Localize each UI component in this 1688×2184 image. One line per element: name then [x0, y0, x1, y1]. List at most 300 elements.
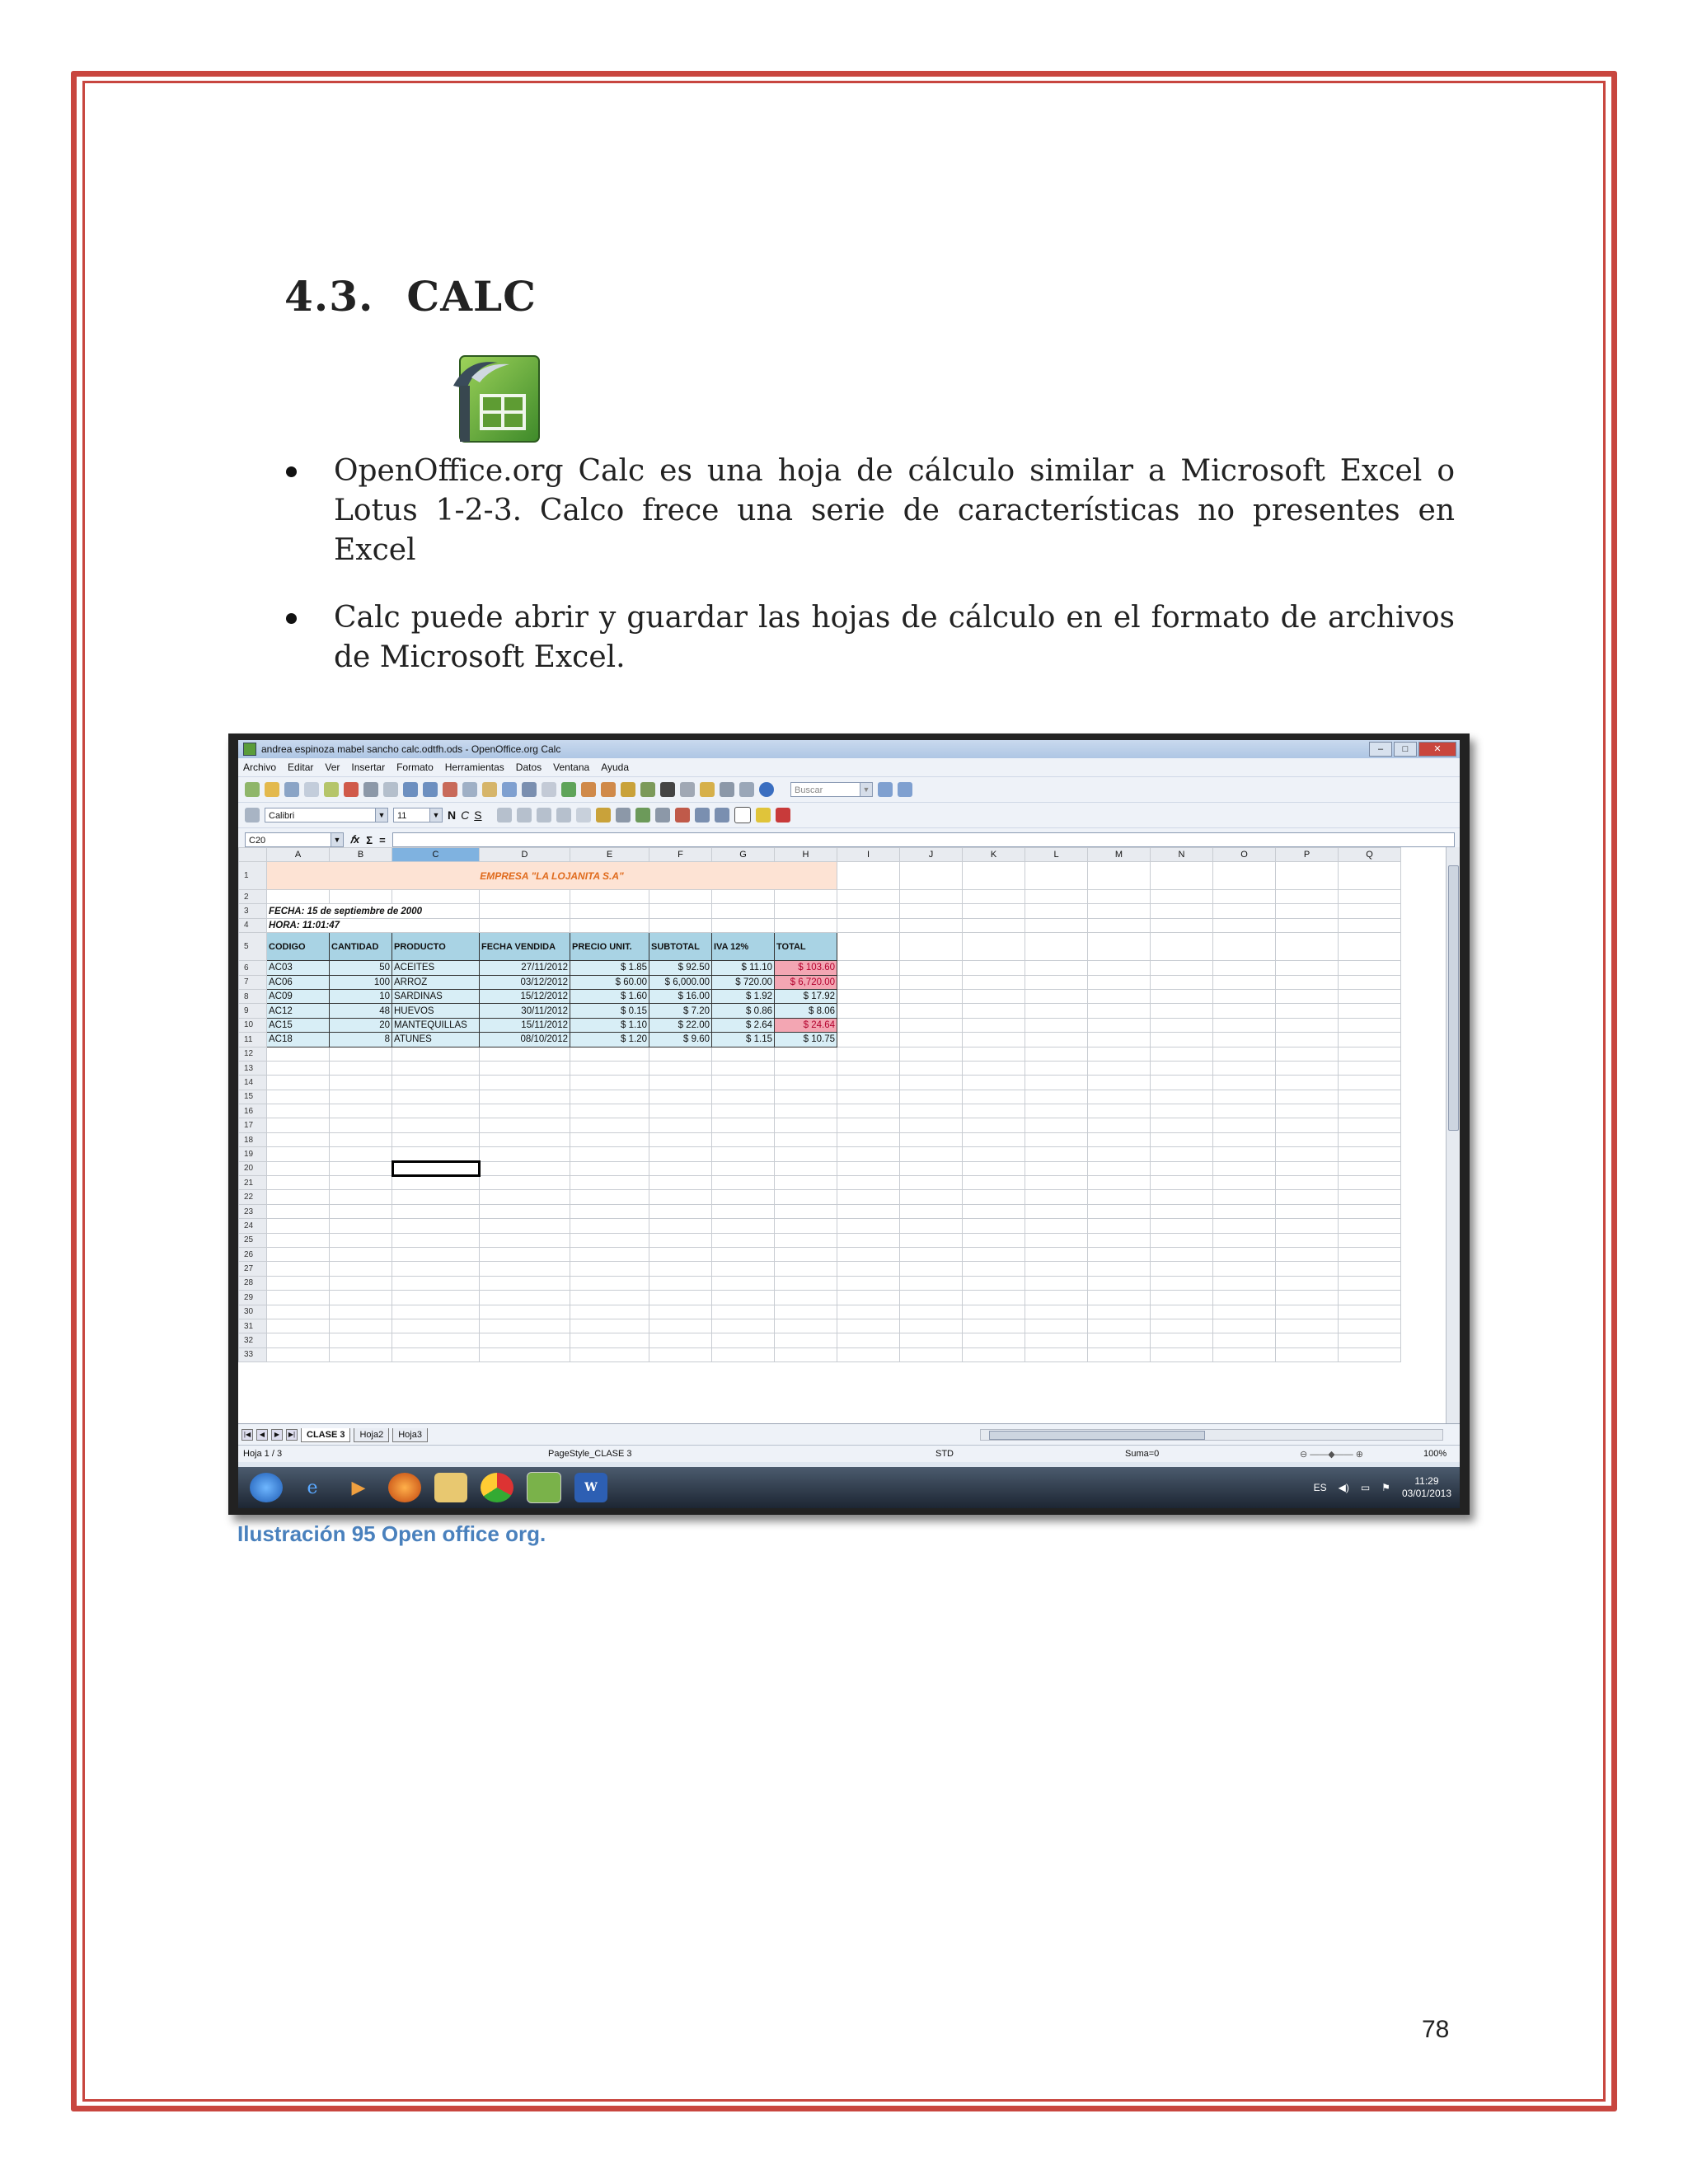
- cell[interactable]: [900, 1347, 963, 1361]
- cell[interactable]: [963, 1118, 1025, 1132]
- cell[interactable]: [330, 1219, 392, 1233]
- data-cell[interactable]: ACEITES: [392, 961, 480, 975]
- cell[interactable]: [1151, 1190, 1213, 1204]
- row-header[interactable]: 9: [239, 1004, 267, 1018]
- open-icon[interactable]: [265, 782, 279, 797]
- cell[interactable]: [267, 1219, 330, 1233]
- cell[interactable]: [1339, 1333, 1401, 1347]
- underline-button[interactable]: S: [474, 808, 482, 822]
- data-cell[interactable]: $ 6,720.00: [775, 975, 837, 989]
- cell[interactable]: [1339, 989, 1401, 1003]
- cell[interactable]: [1213, 1090, 1276, 1104]
- cell[interactable]: [837, 890, 900, 904]
- cell[interactable]: [392, 1305, 480, 1319]
- cell[interactable]: [1151, 1090, 1213, 1104]
- column-header[interactable]: G: [712, 848, 775, 862]
- data-cell[interactable]: HUEVOS: [392, 1004, 480, 1018]
- cell[interactable]: [1213, 1291, 1276, 1305]
- row-header[interactable]: 14: [239, 1076, 267, 1090]
- cell[interactable]: [330, 1047, 392, 1061]
- cell[interactable]: [900, 1104, 963, 1118]
- cell[interactable]: [963, 1204, 1025, 1218]
- cell[interactable]: [775, 1104, 837, 1118]
- cell[interactable]: [900, 1305, 963, 1319]
- number-format-icon[interactable]: [635, 808, 650, 823]
- row-header[interactable]: 31: [239, 1319, 267, 1333]
- cell[interactable]: [1151, 1305, 1213, 1319]
- cell[interactable]: [1276, 1319, 1339, 1333]
- cell[interactable]: [1213, 1161, 1276, 1175]
- cell[interactable]: [1088, 1219, 1151, 1233]
- cell[interactable]: [900, 1047, 963, 1061]
- function-wizard-icon[interactable]: 𝑓x: [350, 833, 360, 846]
- cell[interactable]: [1339, 1305, 1401, 1319]
- data-cell[interactable]: AC09: [267, 989, 330, 1003]
- cell[interactable]: [1339, 933, 1401, 961]
- cell[interactable]: [1213, 904, 1276, 918]
- data-cell[interactable]: ATUNES: [392, 1033, 480, 1047]
- data-cell[interactable]: AC18: [267, 1033, 330, 1047]
- cell[interactable]: [570, 1118, 649, 1132]
- cell[interactable]: [1025, 1233, 1088, 1247]
- cell[interactable]: [1339, 1190, 1401, 1204]
- cell[interactable]: [712, 1076, 775, 1090]
- cell[interactable]: [1088, 1247, 1151, 1261]
- cell[interactable]: [1088, 1061, 1151, 1075]
- chevron-down-icon[interactable]: ▼: [375, 808, 387, 822]
- sort-ascending-icon[interactable]: [581, 782, 596, 797]
- cell[interactable]: [1339, 1161, 1401, 1175]
- cell[interactable]: [1276, 1161, 1339, 1175]
- row-header[interactable]: 30: [239, 1305, 267, 1319]
- cell[interactable]: [1088, 1319, 1151, 1333]
- cell[interactable]: [392, 1247, 480, 1261]
- data-cell[interactable]: AC15: [267, 1018, 330, 1032]
- cell[interactable]: [570, 1347, 649, 1361]
- cell[interactable]: [1339, 961, 1401, 975]
- data-cell[interactable]: $ 11.10: [712, 961, 775, 975]
- cell[interactable]: [1025, 890, 1088, 904]
- chevron-down-icon[interactable]: ▼: [429, 808, 442, 822]
- cell[interactable]: [1151, 1018, 1213, 1032]
- merge-cells-icon[interactable]: [576, 808, 591, 823]
- cell[interactable]: [1088, 1176, 1151, 1190]
- cell[interactable]: [392, 1118, 480, 1132]
- cell[interactable]: [900, 890, 963, 904]
- cell[interactable]: [570, 1276, 649, 1290]
- row-header[interactable]: 12: [239, 1047, 267, 1061]
- cell[interactable]: [1151, 1004, 1213, 1018]
- cell[interactable]: [1213, 961, 1276, 975]
- cell[interactable]: [392, 1262, 480, 1276]
- find-previous-icon[interactable]: [898, 782, 912, 797]
- cell[interactable]: [267, 1347, 330, 1361]
- cell[interactable]: [1276, 1132, 1339, 1146]
- cell[interactable]: [1151, 1247, 1213, 1261]
- cell[interactable]: [1088, 1347, 1151, 1361]
- cell[interactable]: [570, 1291, 649, 1305]
- cell[interactable]: [1025, 1176, 1088, 1190]
- chevron-down-icon[interactable]: ▼: [331, 833, 343, 846]
- cell[interactable]: [649, 1219, 712, 1233]
- last-sheet-icon[interactable]: ▶|: [286, 1429, 298, 1441]
- data-cell[interactable]: $ 22.00: [649, 1018, 712, 1032]
- cell[interactable]: [1213, 1219, 1276, 1233]
- cell[interactable]: [775, 1347, 837, 1361]
- cell[interactable]: [330, 1090, 392, 1104]
- paste-icon[interactable]: [482, 782, 497, 797]
- data-cell[interactable]: 03/12/2012: [480, 975, 570, 989]
- cell[interactable]: [1339, 918, 1401, 932]
- media-player-icon[interactable]: ▶: [351, 1477, 366, 1498]
- cell[interactable]: [837, 1018, 900, 1032]
- cell[interactable]: [837, 1004, 900, 1018]
- background-color-icon[interactable]: [756, 808, 771, 823]
- cell[interactable]: [1276, 1090, 1339, 1104]
- cell[interactable]: [1088, 1047, 1151, 1061]
- cell[interactable]: [1025, 1247, 1088, 1261]
- cell[interactable]: [1151, 918, 1213, 932]
- column-header[interactable]: H: [775, 848, 837, 862]
- cell[interactable]: [1276, 1219, 1339, 1233]
- cell[interactable]: [392, 890, 480, 904]
- cell[interactable]: [1151, 1333, 1213, 1347]
- start-button-icon[interactable]: [250, 1473, 283, 1502]
- data-cell[interactable]: $ 8.06: [775, 1004, 837, 1018]
- row-header[interactable]: 27: [239, 1262, 267, 1276]
- cell[interactable]: [1213, 1147, 1276, 1161]
- cell[interactable]: [1276, 1233, 1339, 1247]
- chevron-down-icon[interactable]: ▼: [860, 783, 872, 796]
- cell[interactable]: [1213, 1247, 1276, 1261]
- cell[interactable]: [570, 1305, 649, 1319]
- row-header[interactable]: 13: [239, 1061, 267, 1075]
- cell[interactable]: [712, 1347, 775, 1361]
- font-name-box[interactable]: [265, 808, 388, 823]
- cell[interactable]: [392, 1319, 480, 1333]
- cell[interactable]: [712, 1090, 775, 1104]
- cell[interactable]: [963, 862, 1025, 890]
- clock[interactable]: [1402, 1475, 1451, 1500]
- cell[interactable]: [1151, 1061, 1213, 1075]
- cell[interactable]: [837, 1047, 900, 1061]
- cell[interactable]: [775, 1247, 837, 1261]
- chrome-icon[interactable]: [481, 1473, 513, 1502]
- language-indicator[interactable]: ES: [1313, 1482, 1327, 1493]
- cell[interactable]: [1025, 933, 1088, 961]
- add-decimal-icon[interactable]: [655, 808, 670, 823]
- cell[interactable]: [900, 1204, 963, 1218]
- column-header[interactable]: F: [649, 848, 712, 862]
- cell[interactable]: [1151, 1047, 1213, 1061]
- cell[interactable]: [570, 904, 649, 918]
- cell[interactable]: [1276, 1004, 1339, 1018]
- cell[interactable]: [837, 1291, 900, 1305]
- cell[interactable]: [330, 890, 392, 904]
- cell[interactable]: [480, 1291, 570, 1305]
- cell[interactable]: [1339, 862, 1401, 890]
- undo-icon[interactable]: [522, 782, 537, 797]
- cell[interactable]: [1339, 1061, 1401, 1075]
- cell[interactable]: [1151, 989, 1213, 1003]
- cell[interactable]: [1088, 1305, 1151, 1319]
- cell[interactable]: [267, 1104, 330, 1118]
- row-header[interactable]: 7: [239, 975, 267, 989]
- column-header[interactable]: A: [267, 848, 330, 862]
- bold-button[interactable]: N: [448, 808, 457, 822]
- cell[interactable]: [775, 1176, 837, 1190]
- cell[interactable]: [837, 961, 900, 975]
- font-color-icon[interactable]: [776, 808, 790, 823]
- cell[interactable]: [900, 1247, 963, 1261]
- cell[interactable]: [712, 890, 775, 904]
- menu-archivo[interactable]: Archivo: [243, 762, 277, 773]
- table-header-cell[interactable]: FECHA VENDIDA: [480, 933, 570, 961]
- cell[interactable]: [1025, 1076, 1088, 1090]
- cell[interactable]: [1151, 1204, 1213, 1218]
- column-header[interactable]: J: [900, 848, 963, 862]
- cell[interactable]: [649, 1347, 712, 1361]
- cut-icon[interactable]: [443, 782, 457, 797]
- cell[interactable]: [1276, 1176, 1339, 1190]
- close-button[interactable]: ✕: [1418, 742, 1456, 757]
- cell[interactable]: [837, 1132, 900, 1146]
- cell[interactable]: [1339, 1276, 1401, 1290]
- cell[interactable]: [1213, 933, 1276, 961]
- cell[interactable]: [775, 1076, 837, 1090]
- cell[interactable]: [1025, 1018, 1088, 1032]
- cell[interactable]: [1339, 975, 1401, 989]
- minimize-button[interactable]: –: [1369, 742, 1392, 757]
- cell[interactable]: [330, 1347, 392, 1361]
- cell[interactable]: [963, 1061, 1025, 1075]
- new-icon[interactable]: [245, 782, 260, 797]
- row-header[interactable]: 24: [239, 1219, 267, 1233]
- cell[interactable]: [480, 918, 570, 932]
- cell[interactable]: [330, 1104, 392, 1118]
- cell[interactable]: [837, 975, 900, 989]
- equals-icon[interactable]: =: [379, 833, 386, 846]
- cell[interactable]: [1339, 1176, 1401, 1190]
- cell[interactable]: [330, 1319, 392, 1333]
- cell[interactable]: [330, 1161, 392, 1175]
- cell[interactable]: [1213, 1262, 1276, 1276]
- cell[interactable]: [1151, 1118, 1213, 1132]
- cell[interactable]: [1276, 961, 1339, 975]
- cell[interactable]: [649, 1262, 712, 1276]
- cell[interactable]: [963, 904, 1025, 918]
- cell[interactable]: [649, 918, 712, 932]
- tab-hoja2[interactable]: Hoja2: [354, 1428, 389, 1442]
- cell[interactable]: [900, 1291, 963, 1305]
- cell[interactable]: [1276, 1291, 1339, 1305]
- align-right-icon[interactable]: [537, 808, 551, 823]
- cell[interactable]: [1213, 1276, 1276, 1290]
- cell[interactable]: [267, 1262, 330, 1276]
- openoffice-taskbar-icon[interactable]: [527, 1472, 561, 1503]
- cell[interactable]: [900, 1033, 963, 1047]
- cell[interactable]: [900, 1262, 963, 1276]
- cell[interactable]: [1213, 890, 1276, 904]
- cell[interactable]: [1339, 1090, 1401, 1104]
- cell[interactable]: [900, 1161, 963, 1175]
- cell[interactable]: [775, 1291, 837, 1305]
- sort-descending-icon[interactable]: [601, 782, 616, 797]
- cell[interactable]: [1276, 918, 1339, 932]
- cell[interactable]: [267, 1233, 330, 1247]
- cell[interactable]: [1213, 1347, 1276, 1361]
- save-icon[interactable]: [284, 782, 299, 797]
- cell[interactable]: [963, 1319, 1025, 1333]
- cell[interactable]: [775, 1132, 837, 1146]
- cell[interactable]: [712, 904, 775, 918]
- cell[interactable]: [900, 1018, 963, 1032]
- table-header-cell[interactable]: CANTIDAD: [330, 933, 392, 961]
- data-cell[interactable]: 15/11/2012: [480, 1018, 570, 1032]
- cell[interactable]: [1088, 1090, 1151, 1104]
- table-header-cell[interactable]: SUBTOTAL: [649, 933, 712, 961]
- cell[interactable]: [1213, 1076, 1276, 1090]
- cell[interactable]: [480, 1076, 570, 1090]
- cell[interactable]: [392, 1204, 480, 1218]
- find-next-icon[interactable]: [878, 782, 893, 797]
- hyperlink-icon[interactable]: [561, 782, 576, 797]
- cell[interactable]: [649, 1104, 712, 1118]
- menu-ventana[interactable]: Ventana: [553, 762, 590, 773]
- cell[interactable]: [649, 1161, 712, 1175]
- tab-clase3[interactable]: CLASE 3: [301, 1428, 350, 1442]
- cell[interactable]: [649, 1319, 712, 1333]
- cell[interactable]: [1025, 1104, 1088, 1118]
- cell[interactable]: [1213, 1132, 1276, 1146]
- cell[interactable]: [480, 1333, 570, 1347]
- cell[interactable]: [1151, 975, 1213, 989]
- data-cell[interactable]: $ 10.75: [775, 1033, 837, 1047]
- cell[interactable]: [1339, 1247, 1401, 1261]
- cell[interactable]: [775, 1190, 837, 1204]
- cell[interactable]: [267, 1319, 330, 1333]
- cell[interactable]: [900, 1219, 963, 1233]
- cell[interactable]: [1151, 862, 1213, 890]
- cell[interactable]: [712, 1061, 775, 1075]
- horizontal-scrollbar[interactable]: [980, 1429, 1443, 1441]
- cell[interactable]: [649, 1305, 712, 1319]
- cell[interactable]: [712, 1047, 775, 1061]
- redo-icon[interactable]: [542, 782, 556, 797]
- cell[interactable]: [1339, 890, 1401, 904]
- cell[interactable]: [1213, 1233, 1276, 1247]
- cell[interactable]: [1025, 1033, 1088, 1047]
- cell[interactable]: [267, 1176, 330, 1190]
- cell[interactable]: [330, 1176, 392, 1190]
- cell[interactable]: [649, 1061, 712, 1075]
- cell[interactable]: [570, 1147, 649, 1161]
- cell[interactable]: [963, 1276, 1025, 1290]
- cell[interactable]: [963, 1333, 1025, 1347]
- cell[interactable]: [900, 975, 963, 989]
- cell[interactable]: [963, 890, 1025, 904]
- cell[interactable]: [480, 1090, 570, 1104]
- gallery-icon[interactable]: [700, 782, 715, 797]
- cell[interactable]: [775, 1061, 837, 1075]
- cell[interactable]: [1339, 1347, 1401, 1361]
- next-sheet-icon[interactable]: ▶: [271, 1429, 283, 1441]
- cell[interactable]: [1339, 1147, 1401, 1161]
- percent-icon[interactable]: [616, 808, 631, 823]
- autospell-icon[interactable]: [423, 782, 438, 797]
- data-cell[interactable]: MANTEQUILLAS: [392, 1018, 480, 1032]
- data-cell[interactable]: $ 2.64: [712, 1018, 775, 1032]
- cell[interactable]: [963, 1047, 1025, 1061]
- row-header[interactable]: 22: [239, 1190, 267, 1204]
- cell[interactable]: [480, 1104, 570, 1118]
- cell[interactable]: [649, 890, 712, 904]
- cell[interactable]: [480, 1262, 570, 1276]
- cell[interactable]: [1088, 890, 1151, 904]
- data-cell[interactable]: $ 0.86: [712, 1004, 775, 1018]
- cell[interactable]: [649, 904, 712, 918]
- cell[interactable]: [1088, 1276, 1151, 1290]
- cell[interactable]: [775, 918, 837, 932]
- cell[interactable]: [1213, 989, 1276, 1003]
- align-center-icon[interactable]: [517, 808, 532, 823]
- corner-cell[interactable]: [239, 848, 267, 862]
- menu-editar[interactable]: Editar: [288, 762, 314, 773]
- file-explorer-icon[interactable]: [434, 1473, 467, 1502]
- row-header[interactable]: 26: [239, 1247, 267, 1261]
- table-header-cell[interactable]: PRODUCTO: [392, 933, 480, 961]
- cell[interactable]: [392, 1219, 480, 1233]
- cell[interactable]: [649, 1276, 712, 1290]
- cell[interactable]: [1025, 1262, 1088, 1276]
- cell[interactable]: [570, 1090, 649, 1104]
- cell[interactable]: [570, 890, 649, 904]
- cell[interactable]: [1151, 1176, 1213, 1190]
- cell[interactable]: [963, 975, 1025, 989]
- data-cell[interactable]: 8: [330, 1033, 392, 1047]
- row-header[interactable]: 3: [239, 904, 267, 918]
- cell[interactable]: [1339, 1219, 1401, 1233]
- cell[interactable]: [330, 1291, 392, 1305]
- cell[interactable]: [900, 1319, 963, 1333]
- cell[interactable]: [1088, 1132, 1151, 1146]
- cell[interactable]: [330, 1333, 392, 1347]
- data-cell[interactable]: $ 92.50: [649, 961, 712, 975]
- data-cell[interactable]: $ 1.92: [712, 989, 775, 1003]
- cell[interactable]: [900, 1004, 963, 1018]
- cell[interactable]: [1025, 1132, 1088, 1146]
- table-header-cell[interactable]: CODIGO: [267, 933, 330, 961]
- help-icon[interactable]: [759, 782, 774, 797]
- cell[interactable]: [480, 1347, 570, 1361]
- cell[interactable]: [712, 1219, 775, 1233]
- column-header[interactable]: K: [963, 848, 1025, 862]
- cell[interactable]: [963, 1076, 1025, 1090]
- data-cell[interactable]: $ 1.85: [570, 961, 649, 975]
- cell[interactable]: [392, 1347, 480, 1361]
- cell[interactable]: [1088, 1018, 1151, 1032]
- menu-ver[interactable]: Ver: [325, 762, 340, 773]
- data-cell[interactable]: $ 24.64: [775, 1018, 837, 1032]
- cell[interactable]: [267, 1247, 330, 1261]
- cell[interactable]: [1339, 1233, 1401, 1247]
- cell[interactable]: [480, 1276, 570, 1290]
- cell[interactable]: [1025, 904, 1088, 918]
- cell[interactable]: [1025, 1147, 1088, 1161]
- cell[interactable]: [1025, 1219, 1088, 1233]
- cell[interactable]: [1151, 1161, 1213, 1175]
- cell[interactable]: [1088, 933, 1151, 961]
